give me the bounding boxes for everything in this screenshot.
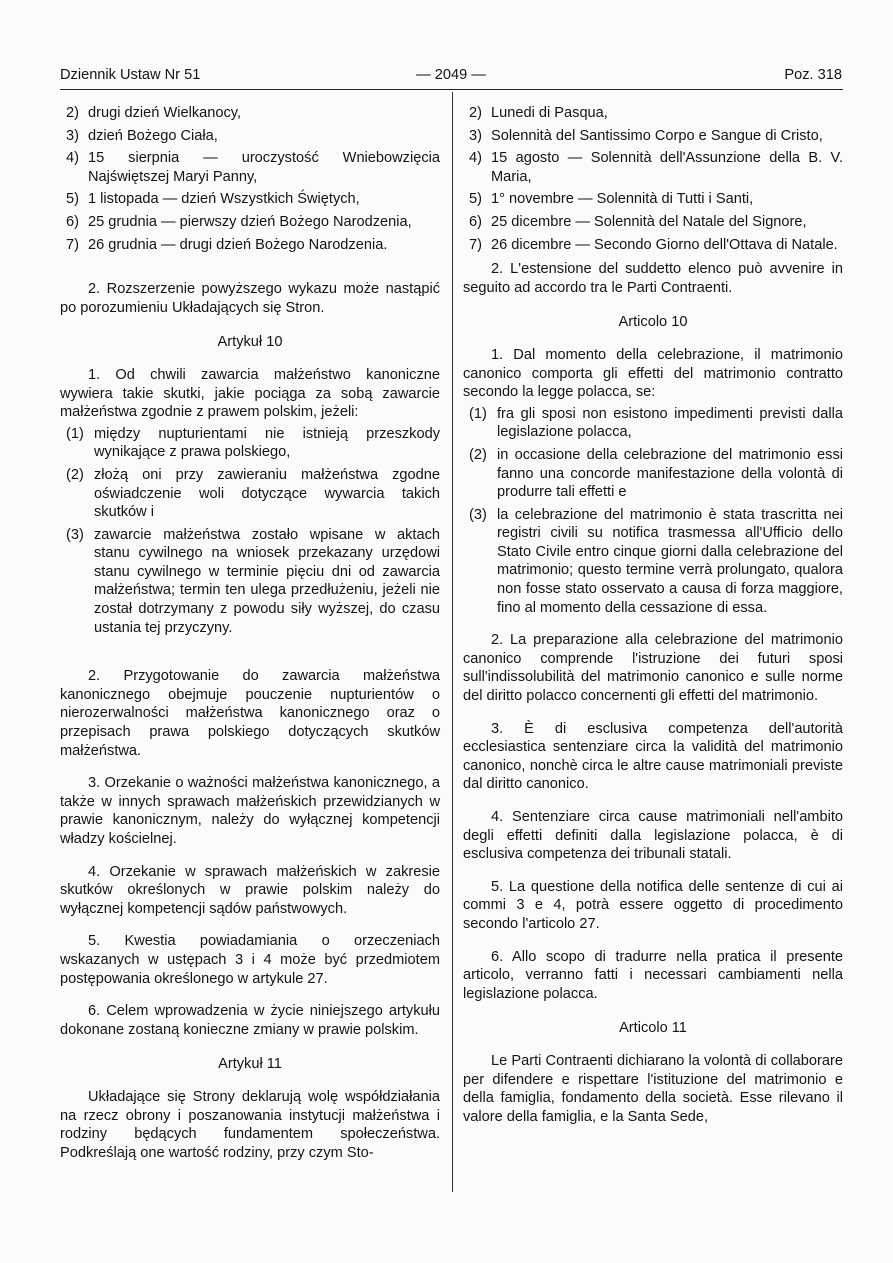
- list-item: 7) 26 grudnia — drugi dzień Bożego Narodzenia.: [66, 236, 388, 253]
- paragraph: 1. Dal momento della celebrazione, il matrimonio canonico comporta gli effetti del matrimonio contratto secondo la legge polacca, se:: [463, 346, 843, 401]
- condition-list: [463, 405, 843, 618]
- paragraph: 2. La preparazione alla celebrazione del matrimonio canonico comprende l'istruzione dei futuri sposi sull'indissolubilità del matrimonio canonico e sulle norme del diritto polacco concernenti gli effetti del matrimonio.: [463, 632, 843, 705]
- paragraph: 6. Allo scopo di tradurre nella pratica il presente articolo, verranno fatti i necessari cambiamenti nella legislazione polacca.: [463, 948, 843, 1002]
- position-number: Poz. 318: [784, 67, 842, 83]
- holiday-list: [463, 104, 843, 254]
- list-item: 6) 25 grudnia — pierwszy dzień Bożego Narodzenia,: [66, 213, 412, 230]
- paragraph: 6. Celem wprowadzenia w życie niniejszego artykułu dokonane zostaną konieczne zmiany w prawie polskim.: [60, 1003, 440, 1038]
- list-item: 6) 25 dicembre — Solennità del Natale del Signore,: [469, 213, 807, 230]
- paragraph: 2. Przygotowanie do zawarcia małżeństwa kanonicznego obejmuje pouczenie nupturientów o nierozerwalności małżeństwa kanonicznego oraz o przepisach prawa polskiego dotyczących skutków małżeństwa.: [60, 668, 440, 759]
- list-item: (1) między nupturientami nie istnieją przeszkody wynikające z prawa polskiego,: [66, 425, 440, 461]
- header-rule: [60, 89, 843, 90]
- list-item: 7) 26 dicembre — Secondo Giorno dell'Ottava di Natale.: [469, 236, 838, 253]
- paragraph: 5. La questione della notifica delle sentenze di cui ai commi 3 e 4, potrà essere oggetto di procedimento secondo l'articolo 27.: [463, 878, 843, 932]
- list-item: (1) fra gli sposi non esistono impedimenti previsti dalla legislazione polacca,: [469, 405, 843, 441]
- paragraph: 4. Orzekanie w sprawach małżeńskich w zakresie skutków określonych w prawie polskim należy do wyłącznej kompetencji sądów państwowych.: [60, 863, 440, 917]
- article-heading: Artykuł 11: [218, 1056, 282, 1073]
- column-divider: [452, 92, 453, 1192]
- paragraph: 1. Od chwili zawarcia małżeństwo kanoniczne wywiera takie skutki, jakie pociąga za sobą zawarcie małżeństwa zgodnie z prawem polskim, jeżeli:: [60, 366, 440, 421]
- paragraph: 3. È di esclusiva competenza dell'autorità ecclesiastica sentenziare circa la validità del matrimonio canonico, nonchè circa le altre cause matrimoniali previste dal diritto canonico.: [463, 720, 843, 793]
- polish-column: [60, 104, 440, 1162]
- journal-title: Dziennik Ustaw Nr 51: [60, 67, 201, 83]
- list-item: (3) zawarcie małżeństwa zostało wpisane w aktach stanu cywilnego na wniosek przekazany urzędowi stanu cywilnego w terminie pięciu dni od zawarcia małżeństwa; termin ten ulega przedłużeniu, jeżeli nie został dotrzymany z powodu siły wyższej, do czasu ustania tej przyczyny.: [66, 526, 440, 636]
- article-heading: Articolo 11: [619, 1020, 687, 1037]
- condition-list: [60, 425, 440, 638]
- paragraph: 4. Sentenziare circa cause matrimoniali nell'ambito degli effetti definiti dalla legislazione polacca, è di esclusiva competenza dei tribunali statali.: [463, 809, 843, 863]
- page-number: — 2049 —: [416, 67, 486, 83]
- list-item: (2) in occasione della celebrazione del matrimonio essi fanno una concorde manifestazione della volontà di produrre tali effetti e: [469, 446, 843, 501]
- list-item: 2) drugi dzień Wielkanocy,: [66, 105, 242, 121]
- list-item: 4) 15 agosto — Solennità dell'Assunzione della B. V. Maria,: [469, 150, 843, 185]
- list-item: 3) Solennità del Santissimo Corpo e Sangue di Cristo,: [469, 127, 823, 144]
- italian-column: [463, 104, 843, 1126]
- paragraph: Le Parti Contraenti dichiarano la volontà di collaborare per difendere e rispettare l'istituzione del matrimonio e della famiglia, fondamento della società. Esse rilevano il valore della famiglia, e la Santa Sede,: [463, 1052, 843, 1125]
- article-heading: Artykuł 10: [217, 334, 283, 351]
- list-item: 5) 1 listopada — dzień Wszystkich Świętych,: [66, 191, 360, 208]
- article-heading: Articolo 10: [618, 314, 688, 331]
- list-item: 3) dzień Bożego Ciała,: [66, 127, 218, 144]
- paragraph: Układające się Strony deklarują wolę współdziałania na rzecz obrony i poszanowania instytucji małżeństwa i rodziny będących fundamentem społeczeństwa. Podkreślają one wartość rodziny, przy czym Sto-: [60, 1088, 440, 1161]
- list-item: (2) złożą oni przy zawieraniu małżeństwa zgodne oświadczenie woli dotyczące wywarcia takich skutków i: [66, 466, 440, 521]
- list-item: 2) Lunedi di Pasqua,: [469, 105, 608, 121]
- list-item: (3) la celebrazione del matrimonio è stata trascritta nei registri civili su notifica trasmessa all'Ufficio dello Stato Civile entro cinque giorni dalla celebrazione del matrimonio; questo termine verrà prolungato, qualora non fosse stato osservato a causa di forza maggiore, fino al momento della cessazione di essa.: [469, 506, 843, 616]
- paragraph: 2. Rozszerzenie powyższego wykazu może nastąpić po porozumieniu Układających się Stron.: [60, 281, 440, 316]
- paragraph: 3. Orzekanie o ważności małżeństwa kanonicznego, a także w innych sprawach małżeńskich przewidzianych w prawie kanonicznym, należy do wyłącznej kompetencji władzy kościelnej.: [60, 775, 440, 847]
- paragraph: 2. L'estensione del suddetto elenco può avvenire in seguito ad accordo tra le Parti Contraenti.: [463, 261, 843, 296]
- paragraph: 5. Kwestia powiadamiania o orzeczeniach wskazanych w ustępach 3 i 4 może być przedmiotem postępowania określonego w artykule 27.: [60, 933, 440, 987]
- holiday-list: [60, 104, 440, 254]
- page-header: [60, 66, 842, 86]
- list-item: 4) 15 sierpnia — uroczystość Wniebowzięcia Najświętszej Maryi Panny,: [66, 150, 440, 185]
- list-item: 5) 1° novembre — Solennità di Tutti i Santi,: [469, 191, 754, 208]
